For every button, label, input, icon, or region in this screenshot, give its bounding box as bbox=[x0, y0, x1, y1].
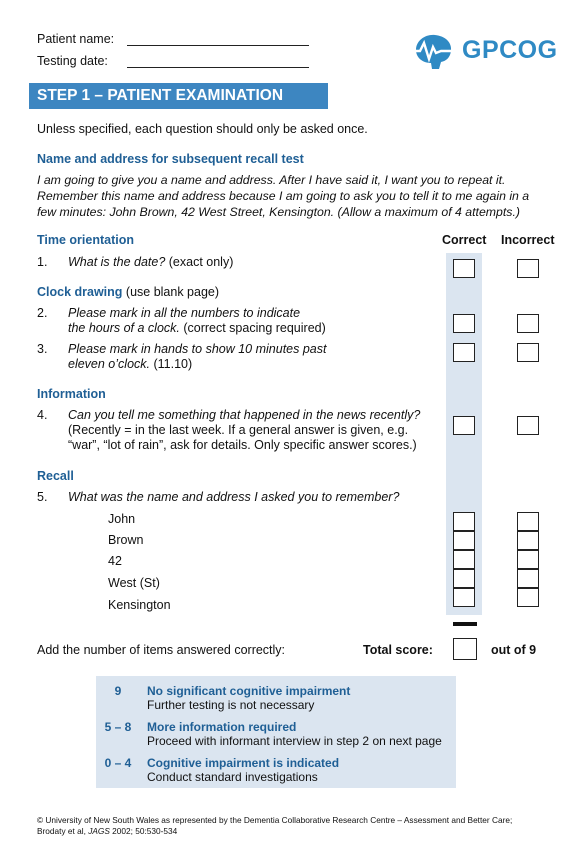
legend-score: 9 bbox=[114, 684, 122, 698]
legend-score: 0 – 4 bbox=[104, 756, 132, 770]
recall-west-incorrect-checkbox[interactable] bbox=[517, 569, 539, 588]
legend-title: More information required bbox=[147, 720, 297, 734]
question-note: (correct spacing required) bbox=[179, 321, 326, 335]
question-text: eleven o’clock. bbox=[68, 357, 150, 371]
question-note: “war”, “lot of rain”, ask for details. Only specific answer scores.) bbox=[68, 438, 417, 452]
recall-item-42: 42 bbox=[108, 554, 122, 568]
instruction-line: few minutes: John Brown, 42 West Street, Kensington. (Allow a maximum of 4 attempts.) bbox=[37, 205, 520, 219]
total-score-box[interactable] bbox=[453, 638, 477, 660]
score-legend bbox=[96, 676, 456, 788]
correct-column-header: Correct bbox=[442, 233, 487, 247]
recall-item-west: West (St) bbox=[108, 576, 160, 590]
incorrect-column-header: Incorrect bbox=[501, 233, 555, 247]
recall-kensington-correct-checkbox[interactable] bbox=[453, 588, 475, 607]
step-banner: STEP 1 – PATIENT EXAMINATION bbox=[29, 83, 328, 109]
question-5: What was the name and address I asked you to remember? bbox=[68, 490, 400, 504]
legend-score: 5 – 8 bbox=[104, 720, 132, 734]
legend-desc: Proceed with informant interview in step 2 on next page bbox=[147, 734, 442, 748]
total-score-label: Total score: bbox=[363, 643, 433, 657]
question-text: What is the date? bbox=[68, 255, 166, 269]
q1-correct-checkbox[interactable] bbox=[453, 259, 475, 278]
q4-correct-checkbox[interactable] bbox=[453, 416, 475, 435]
section-note: (use blank page) bbox=[122, 285, 220, 299]
q2-correct-checkbox[interactable] bbox=[453, 314, 475, 333]
recall-item-brown: Brown bbox=[108, 533, 144, 547]
section-title: Clock drawing bbox=[37, 285, 123, 299]
footer-copyright: © University of New South Wales as represented by the Dementia Collaborative Research Centre – Assessment and Better Care; bbox=[37, 815, 513, 825]
recall-test-heading: Name and address for subsequent recall test bbox=[37, 152, 304, 166]
total-instruction: Add the number of items answered correctly: bbox=[37, 643, 286, 657]
question-1 bbox=[68, 255, 233, 269]
question-4 bbox=[68, 408, 420, 453]
citation-authors: Brodaty et al, bbox=[37, 826, 89, 836]
question-2 bbox=[68, 306, 326, 336]
recall-item-kensington: Kensington bbox=[108, 598, 171, 612]
question-note: (exact only) bbox=[165, 255, 234, 269]
question-number: 1. bbox=[37, 255, 48, 269]
patient-name-field[interactable] bbox=[127, 45, 309, 46]
recall-42-incorrect-checkbox[interactable] bbox=[517, 550, 539, 569]
q3-correct-checkbox[interactable] bbox=[453, 343, 475, 362]
question-note: (11.10) bbox=[150, 357, 193, 371]
total-out-of: out of 9 bbox=[491, 643, 537, 657]
time-orientation-heading: Time orientation bbox=[37, 233, 135, 247]
recall-john-correct-checkbox[interactable] bbox=[453, 512, 475, 531]
citation-journal: JAGS bbox=[88, 826, 110, 836]
question-note: (Recently = in the last week. If a general answer is given, e.g. bbox=[68, 423, 409, 437]
recall-west-correct-checkbox[interactable] bbox=[453, 569, 475, 588]
logo-text: GPCOG bbox=[462, 36, 558, 64]
question-3 bbox=[68, 342, 326, 372]
recall-heading: Recall bbox=[37, 469, 74, 483]
legend-title: No significant cognitive impairment bbox=[147, 684, 351, 698]
q4-incorrect-checkbox[interactable] bbox=[517, 416, 539, 435]
citation-ref: 2002; 50:530-534 bbox=[109, 826, 178, 836]
recall-brown-incorrect-checkbox[interactable] bbox=[517, 531, 539, 550]
recall-42-correct-checkbox[interactable] bbox=[453, 550, 475, 569]
question-number: 4. bbox=[37, 408, 48, 422]
question-text: Please mark in hands to show 10 minutes past bbox=[68, 342, 327, 356]
question-text: Can you tell me something that happened in the news recently? bbox=[68, 408, 421, 422]
testing-date-label: Testing date: bbox=[37, 54, 108, 68]
recall-test-instructions bbox=[37, 172, 567, 220]
testing-date-field[interactable] bbox=[127, 67, 309, 68]
question-number: 3. bbox=[37, 342, 48, 356]
footer-citation bbox=[37, 826, 567, 837]
question-number: 2. bbox=[37, 306, 48, 320]
recall-brown-correct-checkbox[interactable] bbox=[453, 531, 475, 550]
instruction-line: Remember this name and address because I am going to ask you to tell it to me again in a bbox=[37, 189, 530, 203]
gpcog-logo bbox=[410, 30, 560, 76]
legend-desc: Conduct standard investigations bbox=[147, 770, 318, 784]
total-divider bbox=[453, 622, 477, 626]
legend-desc: Further testing is not necessary bbox=[147, 698, 315, 712]
information-heading: Information bbox=[37, 387, 106, 401]
footer bbox=[37, 815, 567, 837]
q3-incorrect-checkbox[interactable] bbox=[517, 343, 539, 362]
recall-kensington-incorrect-checkbox[interactable] bbox=[517, 588, 539, 607]
intro-text: Unless specified, each question should only be asked once. bbox=[37, 122, 368, 136]
q2-incorrect-checkbox[interactable] bbox=[517, 314, 539, 333]
instruction-line: I am going to give you a name and address. After I have said it, I want you to repeat it. bbox=[37, 173, 506, 187]
brain-pulse-icon bbox=[410, 30, 456, 76]
patient-name-label: Patient name: bbox=[37, 32, 115, 46]
legend-title: Cognitive impairment is indicated bbox=[147, 756, 340, 770]
q1-incorrect-checkbox[interactable] bbox=[517, 259, 539, 278]
question-number: 5. bbox=[37, 490, 48, 504]
recall-john-incorrect-checkbox[interactable] bbox=[517, 512, 539, 531]
question-text: the hours of a clock. bbox=[68, 321, 180, 335]
clock-drawing-heading bbox=[37, 285, 219, 299]
question-text: Please mark in all the numbers to indicate bbox=[68, 306, 301, 320]
recall-item-john: John bbox=[108, 512, 136, 526]
